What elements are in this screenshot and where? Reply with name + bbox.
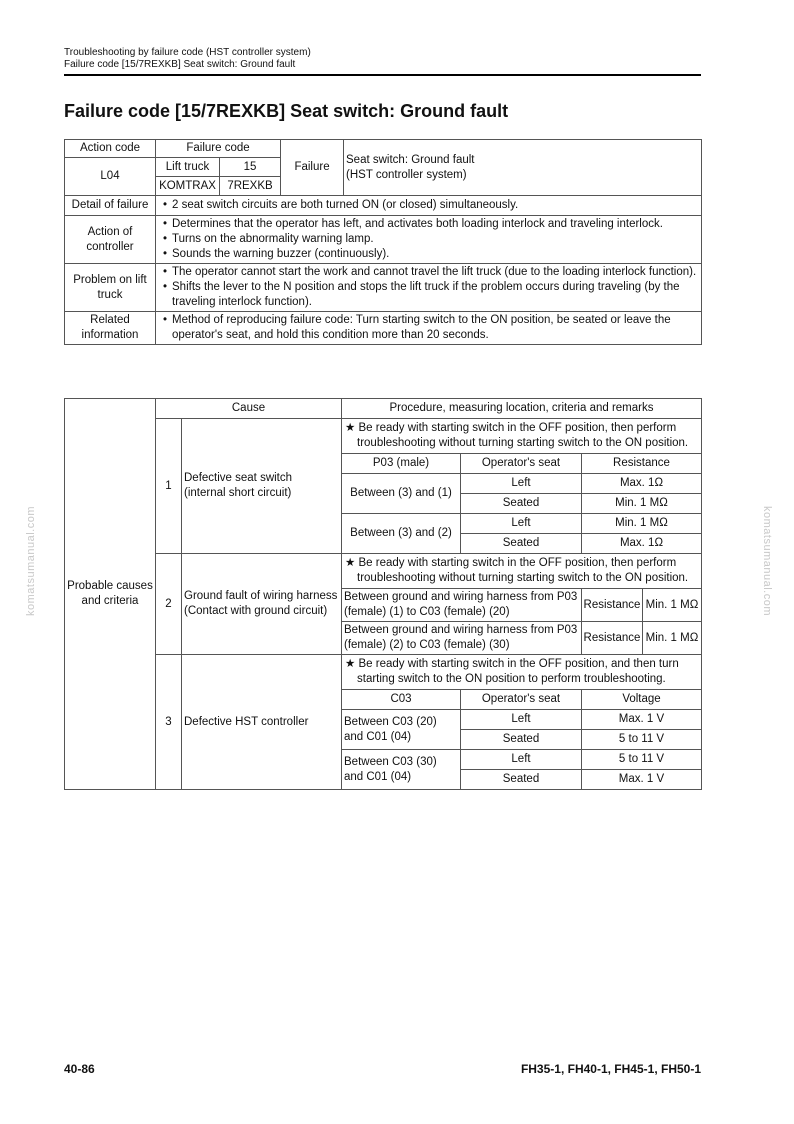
- cause-note: ★ Be ready with starting switch in the OFF position, and then turn starting switch to the ON position to perform troubleshooting.: [342, 655, 702, 690]
- header-line-2: Failure code [15/7REXKB] Seat switch: Ground fault: [64, 59, 296, 70]
- action-label: Action of controller: [65, 216, 156, 264]
- seat-condition: Seated: [461, 730, 582, 750]
- seat-condition: Seated: [461, 770, 582, 790]
- action-item: • Sounds the warning buzzer (continuously).: [158, 247, 699, 262]
- measure-location: Between (3) and (2): [342, 514, 461, 554]
- measure-location: Between ground and wiring harness from P03 (female) (1) to C03 (female) (20): [342, 589, 582, 622]
- criteria-value: Max. 1 V: [582, 710, 702, 730]
- criteria-value: Min. 1 MΩ: [643, 622, 702, 655]
- failure-summary-table: [64, 139, 702, 345]
- lift-truck-code: 15: [220, 158, 281, 177]
- cause-number: 1: [156, 419, 182, 554]
- criteria-value: Min. 1 MΩ: [582, 494, 702, 514]
- komtrax-code: 7REXKB: [220, 177, 281, 196]
- column-header: C03: [342, 690, 461, 710]
- cause-number: 3: [156, 655, 182, 790]
- cause-note: ★ Be ready with starting switch in the OFF position, then perform troubleshooting without turning starting switch to the ON position.: [342, 554, 702, 589]
- cause-number: 2: [156, 554, 182, 655]
- criteria-value: Min. 1 MΩ: [582, 514, 702, 534]
- header-line-1: Troubleshooting by failure code (HST controller system): [64, 47, 311, 58]
- watermark-left: komatsumanual.com: [25, 506, 37, 616]
- seat-condition: Left: [461, 750, 582, 770]
- watermark-right: komatsumanual.com: [761, 506, 773, 616]
- header-rule: [64, 74, 701, 76]
- detail-item: • 2 seat switch circuits are both turned ON (or closed) simultaneously.: [158, 198, 699, 213]
- model-list: FH35-1, FH40-1, FH45-1, FH50-1: [520, 1062, 701, 1076]
- failure-code-header: Failure code: [156, 140, 281, 158]
- related-item: • Method of reproducing failure code: Turn starting switch to the ON position, be seated or leave the operator's seat, and hold this condition more than 20 seconds.: [158, 313, 699, 343]
- cause-header: Cause: [156, 399, 342, 419]
- seat-condition: Seated: [461, 494, 582, 514]
- measure-location: Between ground and wiring harness from P03 (female) (2) to C03 (female) (30): [342, 622, 582, 655]
- criteria-value: 5 to 11 V: [582, 730, 702, 750]
- action-of-controller: [156, 216, 702, 264]
- seat-condition: Left: [461, 710, 582, 730]
- measure-location: Between C03 (20) and C01 (04): [342, 710, 461, 750]
- action-item: • Determines that the operator has left, and activates both loading interlock and traveling interlock.: [158, 217, 699, 232]
- komtrax-label: KOMTRAX: [156, 177, 220, 196]
- action-item: • Turns on the abnormality warning lamp.: [158, 232, 699, 247]
- related-label: Related information: [65, 312, 156, 345]
- measure-item: Resistance: [582, 622, 643, 655]
- column-header: Operator's seat: [461, 690, 582, 710]
- criteria-value: Max. 1Ω: [582, 474, 702, 494]
- related-information: [156, 312, 702, 345]
- failure-description: Seat switch: Ground fault (HST controller system): [344, 140, 702, 196]
- page-number: 40-86: [64, 1062, 95, 1076]
- lift-truck-label: Lift truck: [156, 158, 220, 177]
- criteria-value: 5 to 11 V: [582, 750, 702, 770]
- criteria-value: Max. 1Ω: [582, 534, 702, 554]
- action-code-header: Action code: [65, 140, 156, 158]
- measure-location: Between C03 (30) and C01 (04): [342, 750, 461, 790]
- problem-item: • Shifts the lever to the N position and stops the lift truck if the problem occurs during traveling (by the traveling interlock function).: [158, 280, 699, 310]
- problem-item: • The operator cannot start the work and cannot travel the lift truck (due to the loading interlock function).: [158, 265, 699, 280]
- criteria-value: Max. 1 V: [582, 770, 702, 790]
- column-header: Resistance: [582, 454, 702, 474]
- measure-item: Resistance: [582, 589, 643, 622]
- detail-of-failure: [156, 196, 702, 216]
- column-header: Operator's seat: [461, 454, 582, 474]
- seat-condition: Left: [461, 474, 582, 494]
- probable-causes-label: Probable causes and criteria: [65, 399, 156, 790]
- detail-label: Detail of failure: [65, 196, 156, 216]
- action-code-value: L04: [65, 158, 156, 196]
- running-header: [64, 47, 311, 71]
- cause-name: Defective seat switch (internal short circuit): [182, 419, 342, 554]
- problem-label: Problem on lift truck: [65, 264, 156, 312]
- procedure-header: Procedure, measuring location, criteria and remarks: [342, 399, 702, 419]
- failure-label: Failure: [281, 140, 344, 196]
- cause-name: Defective HST controller: [182, 655, 342, 790]
- criteria-value: Min. 1 MΩ: [643, 589, 702, 622]
- page-title: Failure code [15/7REXKB] Seat switch: Ground fault: [64, 101, 509, 121]
- problem-on-lift-truck: [156, 264, 702, 312]
- cause-note: ★ Be ready with starting switch in the OFF position, then perform troubleshooting without turning starting switch to the ON position.: [342, 419, 702, 454]
- cause-name: Ground fault of wiring harness (Contact with ground circuit): [182, 554, 342, 655]
- probable-causes-table: [64, 398, 702, 790]
- seat-condition: Seated: [461, 534, 582, 554]
- measure-location: Between (3) and (1): [342, 474, 461, 514]
- seat-condition: Left: [461, 514, 582, 534]
- column-header: P03 (male): [342, 454, 461, 474]
- column-header: Voltage: [582, 690, 702, 710]
